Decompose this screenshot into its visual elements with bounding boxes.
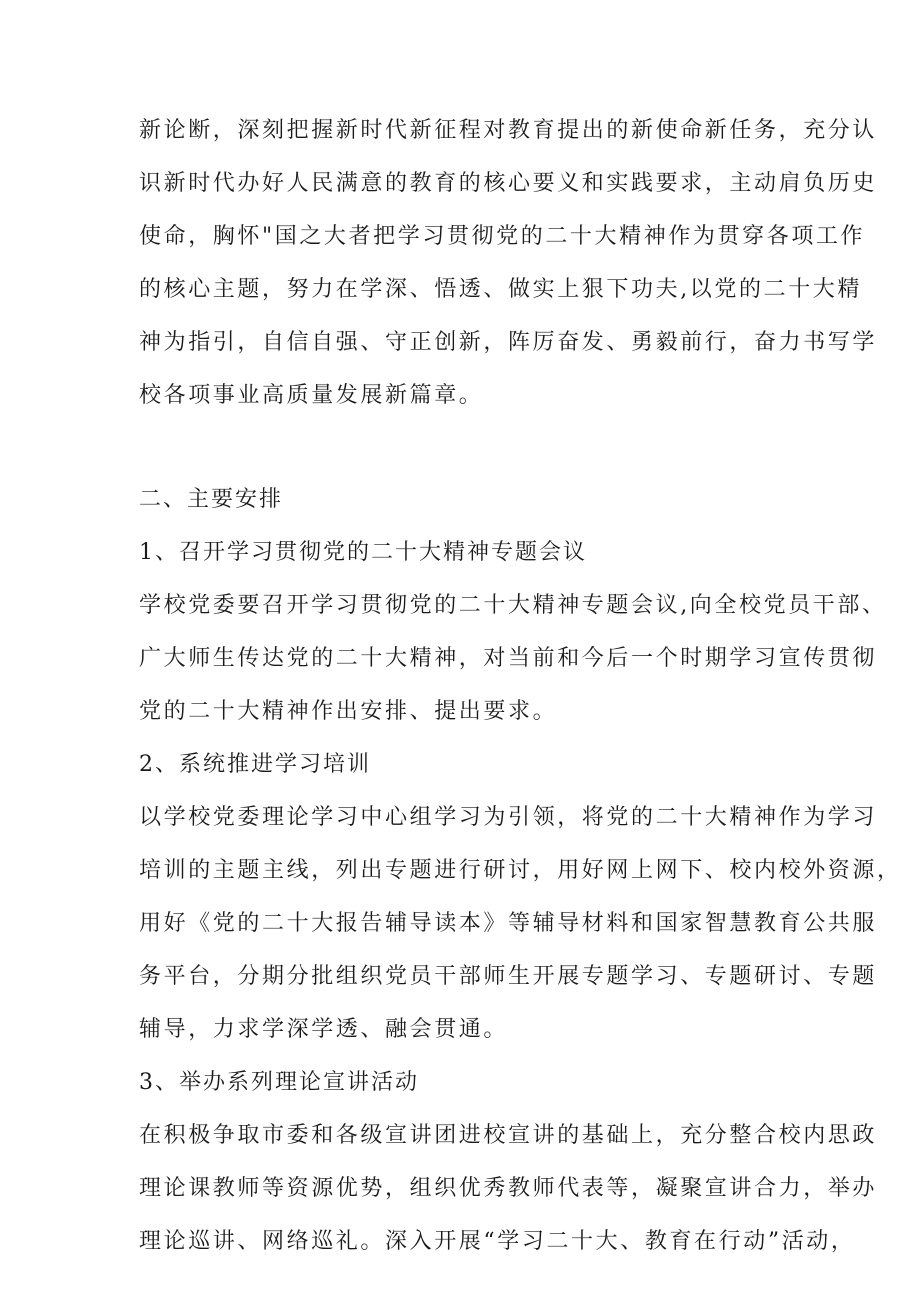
item3-line-2: 理论课教师等资源优势，组织优秀教师代表等，凝聚宣讲合力，举办 [139, 1176, 878, 1201]
item2-line-2: 培训的主题主线，列出专题进行研讨，用好网上网下、校内校外资源， [139, 858, 902, 883]
intro-line-3: 使命，胸怀"国之大者把学习贯彻党的二十大精神作为贯穿各项工作 [139, 224, 866, 249]
item1-line-1: 学校党委要召开学习贯彻党的二十大精神专题会议,向全校党员干部、 [139, 593, 887, 618]
item3-heading: 3、举办系列理论宣讲活动 [139, 1070, 419, 1095]
item1-heading: 1、召开学习贯彻党的二十大精神专题会议 [139, 540, 587, 565]
item3-line-1: 在积极争取市委和各级宣讲团进校宣讲的基础上，充分整合校内思政 [139, 1123, 878, 1148]
item2-line-1: 以学校党委理论学习中心组学习为引领，将党的二十大精神作为学习 [139, 805, 878, 830]
intro-line-1: 新论断，深刻把握新时代新征程对教育提出的新使命新任务，充分认 [139, 118, 878, 143]
item1-line-3: 党的二十大精神作出安排、提出要求。 [139, 699, 558, 724]
item2-line-5: 辅导，力求学深学透、融会贯通。 [139, 1017, 509, 1042]
item2-line-3: 用好《党的二十大报告辅导读本》等辅导材料和国家智慧教育公共服 [139, 911, 878, 936]
item2-line-4: 务平台，分期分批组织党员干部师生开展专题学习、专题研讨、专题 [139, 964, 878, 989]
section-heading: 二、主要安排 [139, 487, 284, 512]
intro-line-6: 校各项事业高质量发展新篇章。 [139, 383, 484, 408]
item2-heading: 2、系统推进学习培训 [139, 752, 371, 777]
intro-line-2: 识新时代办好人民满意的教育的核心要义和实践要求，主动肩负历史 [139, 171, 878, 196]
intro-line-4: 的核心主题，努力在学深、悟透、做实上狠下功夫,以党的二十大精 [139, 277, 862, 302]
item1-line-2: 广大师生传达党的二十大精神，对当前和今后一个时期学习宣传贯彻 [139, 646, 878, 671]
intro-line-5: 神为指引，自信自强、守正创新，阵厉奋发、勇毅前行，奋力书写学 [139, 330, 878, 355]
item3-line-3: 理论巡讲、网络巡礼。深入开展“学习二十大、教育在行动”活动， [139, 1229, 856, 1254]
